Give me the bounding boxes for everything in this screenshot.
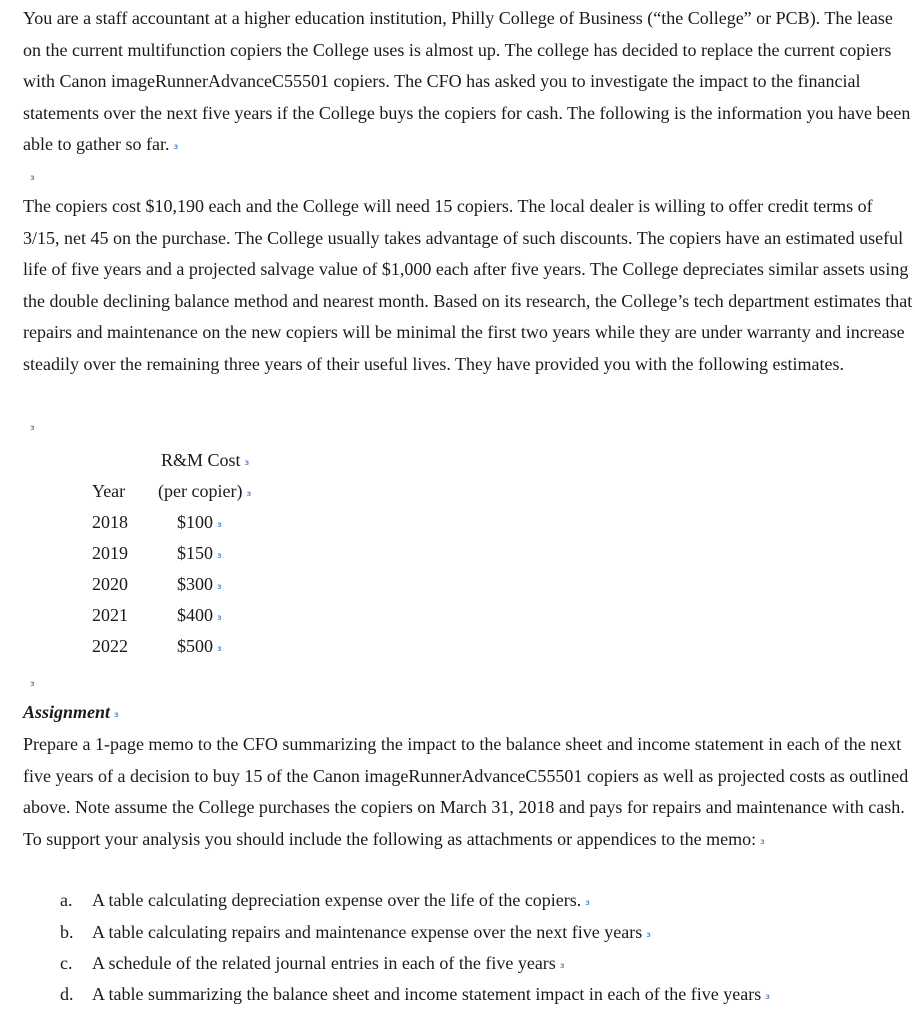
list-item: b. A table calculating repairs and maintenance expense over the next five years ₃: [60, 922, 652, 942]
paragraph-mark-icon: ₃: [114, 707, 119, 721]
intro-text: You are a staff accountant at a higher education institution, Philly College of Business (“the College” or PCB). The lease on the current multifunction copiers the College uses is almost up. The college has decided to replace the current copiers with Canon imageRunnerAdvanceC55501 copiers. The CFO has asked you to investigate the impact to the financial statements over the next five years if the College buys the copiers for cash. The following is the information you have been able to gather so far.: [23, 8, 911, 154]
list-item: c. A schedule of the related journal entries in each of the five years ₃: [60, 953, 565, 973]
paragraph-mark-icon: ₃: [585, 895, 591, 909]
assignment-paragraph: [23, 729, 913, 856]
rm-header-per-copier: (per copier) ₃: [158, 481, 252, 501]
assignment-text: Prepare a 1-page memo to the CFO summarizing the impact to the balance sheet and income statement in each of the next five years of a decision to buy 15 of the Canon imageRunnerAdvanceC55501 copiers as well as projected costs as outlined above. Note assume the College purchases the copiers on March 31, 2018 and pays for repairs and maintenance with cash. To support your analysis you should include the following as attachments or appendices to the memo:: [23, 734, 909, 849]
rm-row-year: 2020: [92, 574, 128, 594]
paragraph-mark-icon: ₃: [765, 989, 771, 1003]
rm-row-cost: $500 ₃: [177, 636, 222, 656]
rm-header-cost: R&M Cost ₃: [161, 450, 250, 470]
details-paragraph: [23, 191, 913, 380]
rm-row-cost: $150 ₃: [177, 543, 222, 563]
paragraph-mark-icon: ₃: [217, 641, 222, 655]
paragraph-mark-icon: ₃: [244, 455, 250, 469]
rm-row-year: 2018: [92, 512, 128, 532]
rm-row-cost: $300 ₃: [177, 574, 222, 594]
paragraph-mark-icon: ₃: [217, 517, 222, 531]
details-text: The copiers cost $10,190 each and the College will need 15 copiers. The local dealer is willing to offer credit terms of 3/15, net 45 on the purchase. The College usually takes advantage of such discounts. The copiers have an estimated useful life of five years and a projected salvage value of $1,000 each after five years. The College depreciates similar assets using the double declining balance method and nearest month. Based on its research, the College’s tech department estimates that repairs and maintenance on the new copiers will be minimal the first two years while they are under warranty and increase steadily over the remaining three years of their useful lives. They have provided you with the following estimates.: [23, 196, 913, 374]
paragraph-mark-icon: ₃: [30, 420, 35, 433]
paragraph-mark-icon: ₃: [559, 958, 565, 972]
assignment-heading: Assignment ₃: [23, 702, 119, 722]
paragraph-mark-icon: ₃: [30, 676, 35, 689]
paragraph-mark-icon: ₃: [246, 486, 252, 500]
paragraph-mark-icon: ₃: [217, 610, 222, 624]
paragraph-mark-icon: ₃: [760, 833, 765, 847]
list-item: a. A table calculating depreciation expense over the life of the copiers. ₃: [60, 890, 591, 910]
intro-paragraph: [23, 3, 913, 162]
paragraph-mark-icon: ₃: [217, 548, 222, 562]
rm-row-year: 2022: [92, 636, 128, 656]
rm-row-year: 2019: [92, 543, 128, 563]
paragraph-mark-icon: ₃: [173, 139, 179, 153]
paragraph-mark-icon: ₃: [217, 579, 222, 593]
rm-row-cost: $100 ₃: [177, 512, 222, 532]
rm-header-year: Year: [92, 481, 126, 501]
list-item: d. A table summarizing the balance sheet and income statement impact in each of the five years ₃: [60, 984, 771, 1004]
rm-row-year: 2021: [92, 605, 128, 625]
paragraph-mark-icon: ₃: [30, 170, 35, 183]
paragraph-mark-icon: ₃: [646, 927, 652, 941]
rm-row-cost: $400 ₃: [177, 605, 222, 625]
